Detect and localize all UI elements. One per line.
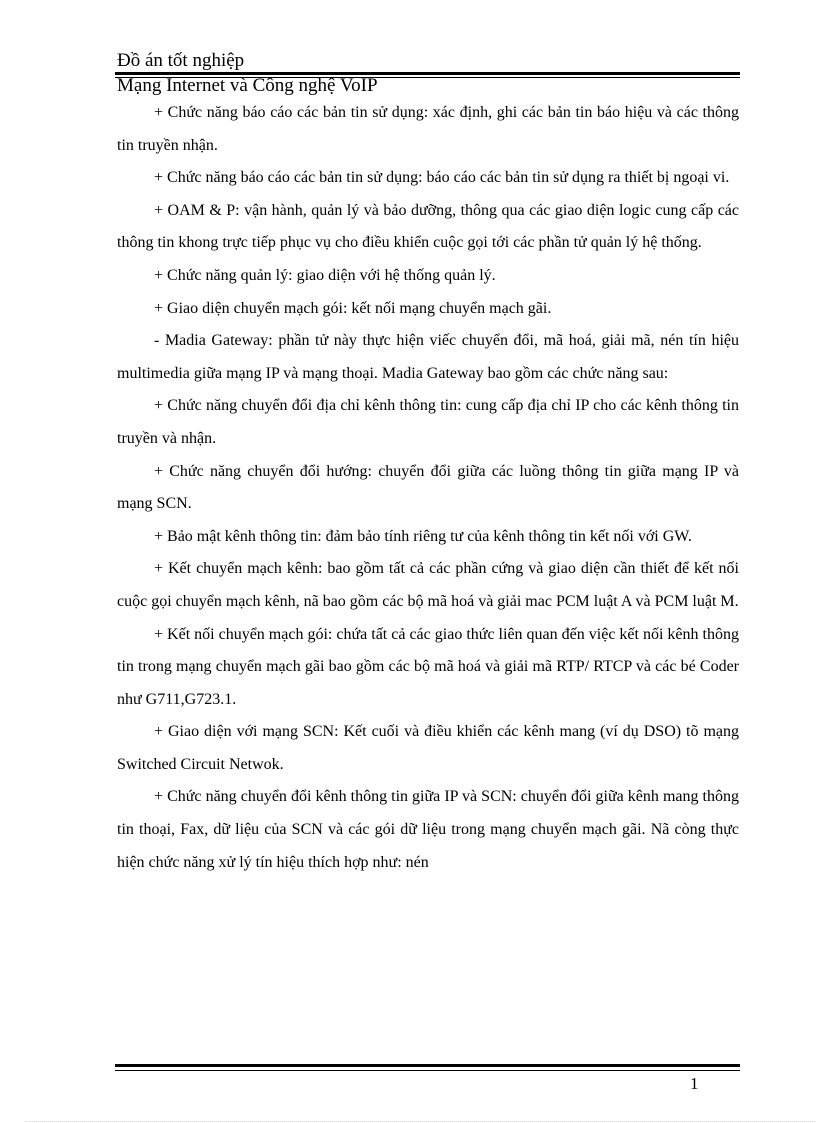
paragraph: + Chức năng báo cáo các bản tin sử dụng: báo cáo các bản tin sử dụng ra thiết bị ngoại vi. (154, 169, 730, 187)
paragraph: + OAM & P: vận hành, quản lý và bảo dưỡng, thông qua các giao diện logic cung cấp các thông tin khong trực tiếp phục vụ cho điều khiển cuộc gọi tới các phần tử quản lý hệ thống. (117, 201, 739, 252)
paragraph: + Chức năng quản lý: giao diện với hệ thống quản lý. (154, 266, 496, 284)
paragraph: + Kết chuyển mạch kênh: bao gồm tất cả các phần cứng và giao diện cần thiết để kết nối cuộc gọi chuyển mạch kênh, nã bao gồm các bộ mã hoá và giải mac PCM luật A và PCM luật M. (117, 560, 739, 610)
paragraph: + Chức năng chuyển đổi kênh thông tin giữa IP và SCN: chuyển đổi giữa kênh mang thông tin thoại, Fax, dữ liệu của SCN và các gói dữ liệu trong mạng chuyển mạch gãi. Nã còng thực hiện chức năng xử lý tín hiệu thích hợp như: nén (117, 788, 739, 871)
paragraph: + Kết nối chuyển mạch gói: chứa tất cả các giao thức liên quan đến việc kết nối kênh thông tin trong mạng chuyển mạch gãi bao gồm các bộ mã hoá và giải mã RTP/ RTCP và các bé Coder như G711,G723.1. (117, 625, 739, 708)
paragraph: + Chức năng chuyển đổi hướng: chuyển đổi giữa các luồng thông tin giữa mạng IP và mạng SCN. (117, 462, 739, 513)
page-edge-divider (25, 1121, 815, 1122)
footer-rule-thin (115, 1070, 740, 1071)
paragraph: + Chức năng báo cáo các bản tin sử dụng: xác định, ghi các bản tin báo hiệu và các thông tin truyền nhận. (117, 104, 739, 154)
paragraph: + Bảo mật kênh thông tin: đảm bảo tính riêng tư của kênh thông tin kết nối với GW. (154, 527, 692, 545)
header-rule-thick (115, 72, 740, 75)
paragraph: + Chức năng chuyển đổi địa chỉ kênh thông tin: cung cấp địa chỉ IP cho các kênh thông tin truyền và nhận. (117, 397, 739, 447)
header-subtitle: Mạng Internet và Công nghệ VoIP (117, 76, 378, 96)
body-text (117, 97, 739, 879)
header-title: Đồ án tốt nghiệp (117, 50, 245, 71)
paragraph: + Giao diện chuyển mạch gói: kết nối mạng chuyển mạch gãi. (154, 299, 552, 317)
footer-rule-thick (115, 1064, 740, 1067)
paragraph: + Giao diện với mạng SCN: Kết cuối và điều khiển các kênh mang (ví dụ DSO) tõ mạng Switched Circuit Netwok. (117, 723, 739, 773)
paragraph: - Madia Gateway: phần tử này thực hiện viếc chuyển đổi, mã hoá, giải mã, nén tín hiệu multimedia giữa mạng IP và mạng thoại. Madia Gateway bao gồm các chức năng sau: (117, 332, 739, 382)
page-number: 1 (690, 1074, 699, 1093)
